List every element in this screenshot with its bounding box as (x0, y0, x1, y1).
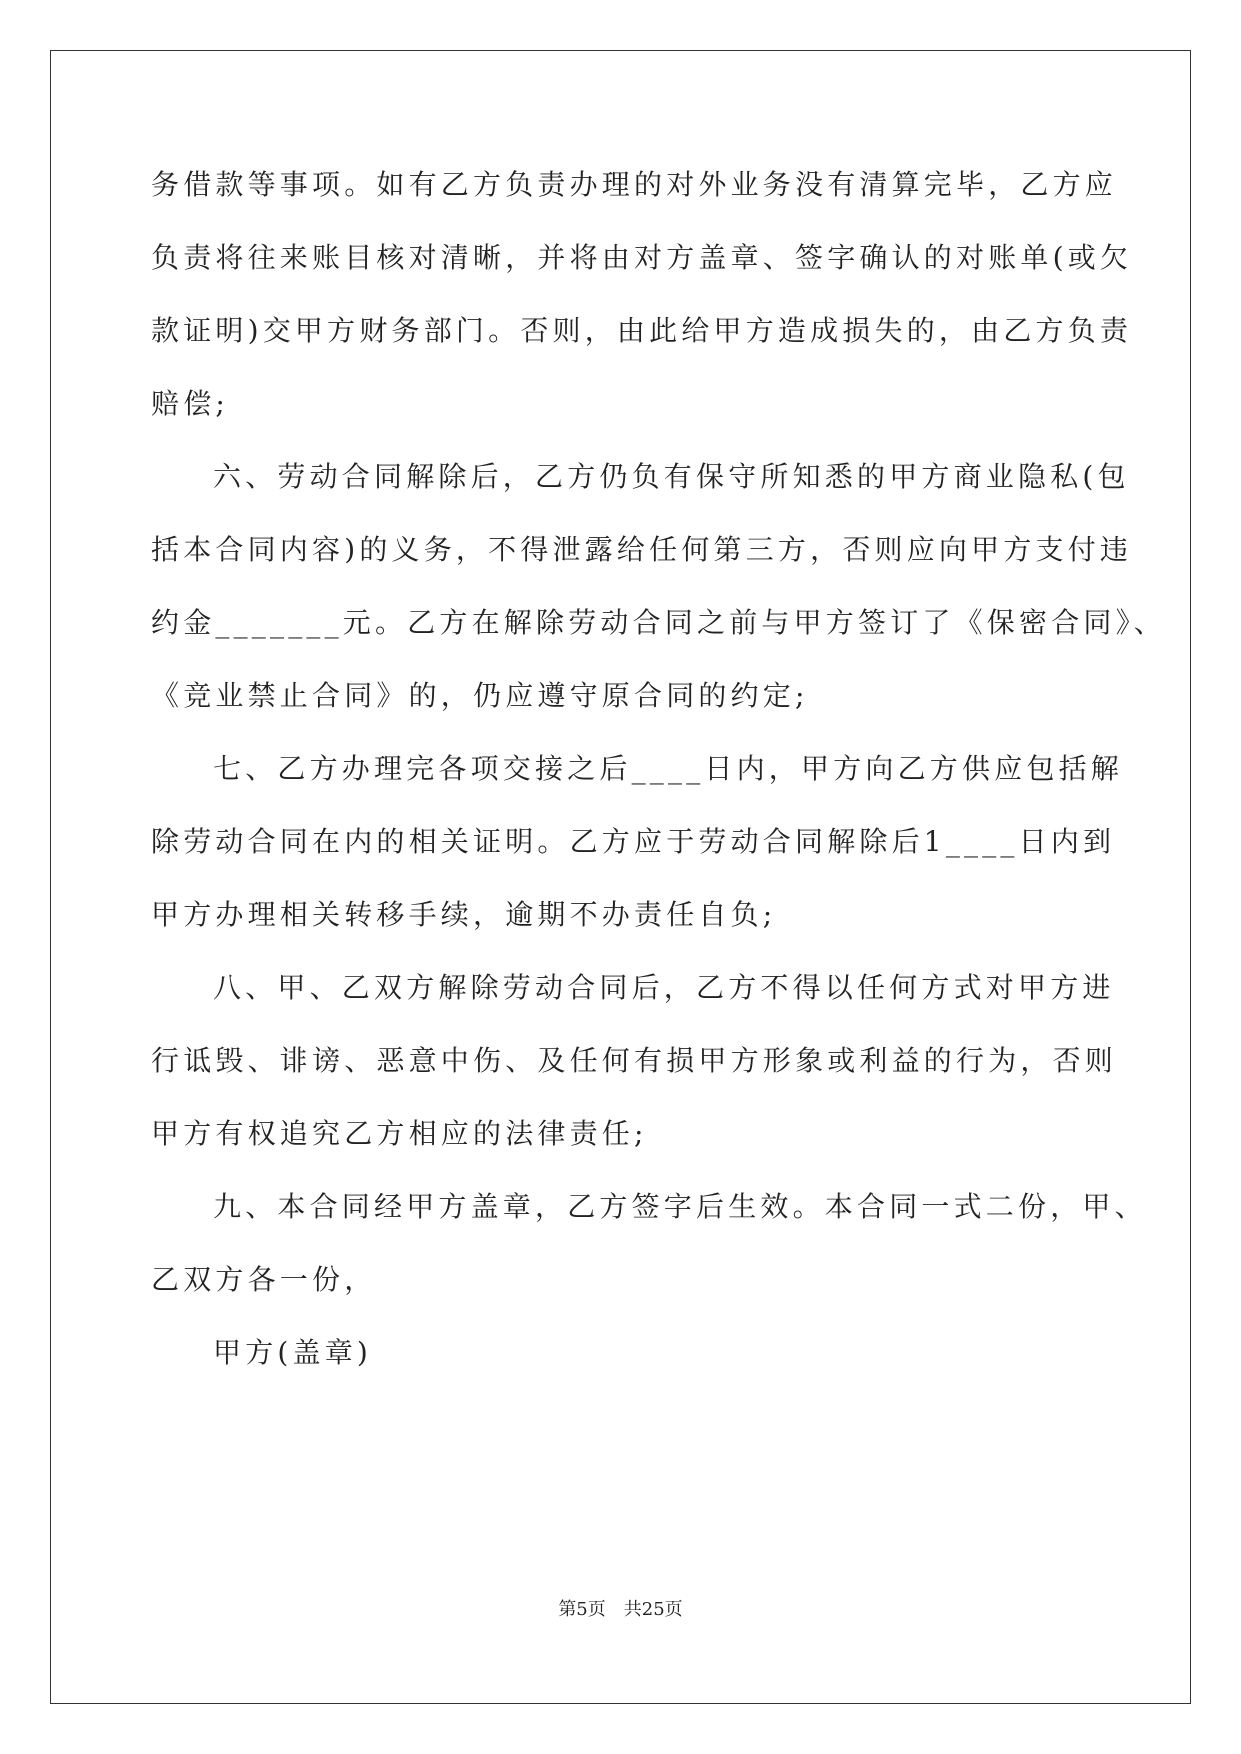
text-line: 乙双方各一份， (151, 1263, 377, 1296)
paragraph-six-start: 六、劳动合同解除后，乙方仍负有保守所知悉的甲方商业隐私(包 (213, 460, 1130, 493)
page-total: 共25页 (623, 1599, 683, 1620)
page-footer (0, 1598, 1241, 1622)
text-line: 《竞业禁止合同》的，仍应遵守原合同的约定; (151, 679, 809, 712)
signature-party-a: 甲方(盖章) (213, 1336, 373, 1369)
text-line: 款证明)交甲方财务部门。否则，由此给甲方造成损失的，由乙方负责 (151, 314, 1133, 347)
text-line: 甲方办理相关转移手续，逾期不办责任自负; (151, 898, 777, 931)
text-line: 务借款等事项。如有乙方负责办理的对外业务没有清算完毕，乙方应 (151, 168, 1118, 201)
text-line: 行诋毁、诽谤、恶意中伤、及任何有损甲方形象或利益的行为，否则 (151, 1044, 1118, 1077)
text-line: 甲方有权追究乙方相应的法律责任; (151, 1117, 648, 1150)
text-line: 约金_______元。乙方在解除劳动合同之前与甲方签订了《保密合同》、 (151, 606, 1167, 639)
paragraph-eight-start: 八、甲、乙双方解除劳动合同后，乙方不得以任何方式对甲方进 (213, 971, 1115, 1004)
paragraph-nine-start: 九、本合同经甲方盖章，乙方签字后生效。本合同一式二份，甲、 (213, 1190, 1147, 1223)
text-line: 括本合同内容)的义务，不得泄露给任何第三方，否则应向甲方支付违 (151, 533, 1133, 566)
page-number: 第5页 (558, 1599, 606, 1620)
text-line: 赔偿; (151, 387, 230, 420)
page-frame (50, 50, 1191, 1704)
text-line: 负责将往来账目核对清晰，并将由对方盖章、签字确认的对账单(或欠 (151, 241, 1133, 274)
text-line: 除劳动合同在内的相关证明。乙方应于劳动合同解除后1____日内到 (151, 825, 1116, 858)
paragraph-seven-start: 七、乙方办理完各项交接之后____日内，甲方向乙方供应包括解 (213, 752, 1124, 785)
